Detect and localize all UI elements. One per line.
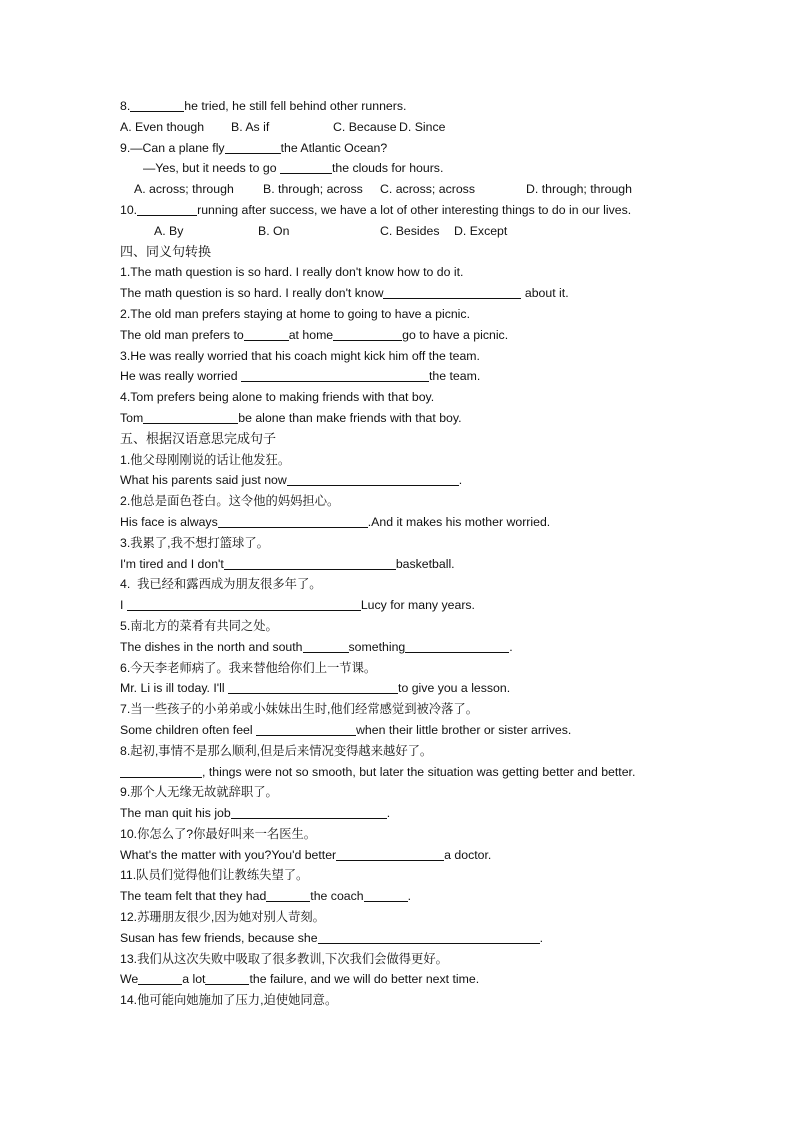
- answer-blank[interactable]: [266, 888, 310, 902]
- s5-item-6-chinese: 6.今天李老师病了。我来替他给你们上一节课。: [120, 660, 377, 675]
- s5-item-2-english: [120, 512, 760, 533]
- s4-item-1-rewrite: [120, 283, 760, 304]
- sentence-text: His face is always: [120, 514, 218, 529]
- question-text: he tried, he still fell behind other runners.: [184, 99, 407, 113]
- s5-item-4-english: [120, 595, 760, 616]
- s4-item-2-rewrite: [120, 325, 760, 346]
- answer-blank[interactable]: [130, 98, 184, 112]
- answer-blank[interactable]: [280, 160, 332, 174]
- worksheet-page: [120, 96, 760, 1011]
- question-9-options: [120, 179, 760, 200]
- question-10: [120, 200, 760, 221]
- s4-item-4-rewrite: [120, 408, 760, 429]
- sentence-text: The dishes in the north and south: [120, 639, 303, 654]
- s4-item-1-original: 1.The math question is so hard. I really don't know how to do it.: [120, 265, 464, 280]
- option-c[interactable]: C. Because: [333, 119, 397, 134]
- s5-item-5-english: [120, 637, 760, 658]
- sentence-text: to give you a lesson.: [398, 681, 511, 696]
- sentence-text: something: [348, 639, 406, 654]
- question-8-options: [120, 117, 760, 138]
- sentence-text: What's the matter with you?You'd better: [120, 847, 337, 862]
- sentence-text: The old man prefers to: [120, 327, 244, 342]
- s5-item-8-english: [120, 762, 760, 783]
- option-a[interactable]: A. across; through: [134, 182, 234, 197]
- answer-blank[interactable]: [224, 556, 396, 570]
- question-text: 8.: [120, 99, 131, 113]
- question-9-line-2: [120, 158, 760, 179]
- sentence-text: We: [120, 972, 139, 987]
- answer-blank[interactable]: [143, 410, 238, 424]
- option-d[interactable]: D. Except: [454, 223, 508, 238]
- sentence-text: The math question is so hard. I really don't know: [120, 286, 384, 301]
- sentence-text: basketball.: [395, 556, 455, 571]
- s5-item-1-english: [120, 470, 760, 491]
- answer-blank[interactable]: [383, 285, 521, 299]
- s5-item-7-english: [120, 720, 760, 741]
- s5-item-6-english: [120, 678, 760, 699]
- question-text: 9.—Can a plane fly: [120, 140, 225, 155]
- s5-item-11-english: [120, 886, 760, 907]
- sentence-text: I: [120, 598, 127, 613]
- s5-item-3-chinese: 3.我累了,我不想打篮球了。: [120, 535, 269, 550]
- s5-item-10-chinese: 10.你怎么了?你最好叫来一名医生。: [120, 826, 317, 841]
- sentence-text: the failure, and we will do better next time.: [249, 972, 480, 987]
- answer-blank[interactable]: [287, 472, 459, 486]
- answer-blank[interactable]: [205, 971, 249, 985]
- sentence-text: a doctor.: [444, 847, 492, 862]
- answer-blank[interactable]: [127, 597, 361, 611]
- answer-blank[interactable]: [225, 140, 281, 154]
- s5-item-9-english: [120, 803, 760, 824]
- sentence-text: The team felt that they had: [120, 889, 267, 904]
- s5-item-7-chinese: 7.当一些孩子的小弟弟或小妹妹出生时,他们经常感觉到被冷落了。: [120, 702, 478, 717]
- sentence-text: .: [539, 930, 543, 945]
- s4-item-3-rewrite: [120, 366, 760, 387]
- sentence-text: Tom: [120, 410, 144, 425]
- question-10-options: [120, 221, 760, 242]
- sentence-text: What his parents said just now: [120, 473, 287, 488]
- s5-item-12-english: [120, 928, 760, 949]
- answer-blank[interactable]: [138, 971, 182, 985]
- sentence-text: Some children often feel: [120, 722, 257, 737]
- option-d[interactable]: D. through; through: [526, 182, 632, 197]
- s5-item-4-chinese: 4. 我已经和露西成为朋友很多年了。: [120, 577, 322, 592]
- answer-blank[interactable]: [405, 639, 509, 653]
- sentence-text: The man quit his job: [120, 806, 231, 821]
- answer-blank[interactable]: [333, 327, 402, 341]
- s5-item-8-chinese: 8.起初,事情不是那么顺利,但是后来情况变得越来越好了。: [120, 743, 433, 758]
- section-4-title: 四、同义句转换: [120, 243, 212, 259]
- option-b[interactable]: B. On: [258, 223, 290, 238]
- s5-item-11-chinese: 11.队员们觉得他们让教练失望了。: [120, 868, 309, 883]
- answer-blank[interactable]: [336, 847, 444, 861]
- section-5-title: 五、根据汉语意思完成句子: [120, 430, 277, 446]
- answer-blank[interactable]: [244, 327, 289, 341]
- sentence-text: the team.: [428, 369, 481, 384]
- answer-blank[interactable]: [256, 722, 356, 736]
- question-text: —Yes, but it needs to go: [143, 161, 280, 176]
- sentence-text: be alone than make friends with that boy.: [238, 410, 462, 425]
- sentence-text: at home: [288, 327, 334, 342]
- s5-item-13-english: [120, 969, 760, 990]
- sentence-text: .And it makes his mother worried.: [367, 514, 551, 529]
- sentence-text: Mr. Li is ill today. I'll: [120, 681, 229, 696]
- option-a[interactable]: A. By: [154, 223, 184, 238]
- sentence-text: He was really worried: [120, 369, 241, 384]
- sentence-text: .: [407, 889, 412, 904]
- sentence-text: , things were not so smooth, but later the situation was getting better and better.: [202, 764, 636, 779]
- sentence-text: Susan has few friends, because she: [120, 930, 318, 945]
- sentence-text: .: [509, 639, 513, 654]
- option-c[interactable]: C. across; across: [380, 182, 475, 197]
- s4-item-2-original: 2.The old man prefers staying at home to going to have a picnic.: [120, 306, 470, 321]
- s4-item-3-original: 3.He was really worried that his coach might kick him off the team.: [120, 348, 480, 363]
- question-text: the Atlantic Ocean?: [280, 140, 388, 155]
- answer-blank[interactable]: [228, 680, 398, 694]
- question-text: running after success, we have a lot of other interesting things to do in our lives.: [197, 202, 632, 217]
- sentence-text: the coach: [310, 889, 364, 904]
- s5-item-5-chinese: 5.南北方的菜肴有共同之处。: [120, 618, 278, 633]
- question-8: [120, 96, 760, 117]
- question-text: the clouds for hours.: [331, 161, 444, 176]
- s5-item-13-chinese: 13.我们从这次失败中吸取了很多教训,下次我们会做得更好。: [120, 951, 448, 966]
- sentence-text: about it.: [521, 286, 569, 301]
- option-d[interactable]: D. Since: [399, 119, 446, 134]
- option-c[interactable]: C. Besides: [380, 223, 440, 238]
- sentence-text: .: [458, 473, 463, 488]
- answer-blank[interactable]: [241, 368, 429, 382]
- s4-item-4-original: 4.Tom prefers being alone to making friends with that boy.: [120, 390, 435, 405]
- answer-blank[interactable]: [303, 639, 349, 653]
- sentence-text: when their little brother or sister arrives.: [356, 722, 572, 737]
- s5-item-12-chinese: 12.苏珊朋友很少,因为她对别人苛刻。: [120, 910, 325, 925]
- answer-blank[interactable]: [137, 202, 197, 216]
- sentence-text: go to have a picnic.: [402, 327, 509, 342]
- s5-item-3-english: [120, 554, 760, 575]
- option-b[interactable]: B. through; across: [263, 182, 363, 197]
- option-b[interactable]: B. As if: [231, 119, 270, 134]
- s5-item-9-chinese: 9.那个人无缘无故就辞职了。: [120, 785, 278, 800]
- answer-blank[interactable]: [231, 805, 387, 819]
- answer-blank[interactable]: [218, 514, 368, 528]
- answer-blank[interactable]: [364, 888, 408, 902]
- question-9: [120, 138, 760, 159]
- option-a[interactable]: A. Even though: [120, 119, 205, 134]
- sentence-text: I'm tired and I don't: [120, 556, 224, 571]
- answer-blank[interactable]: [120, 764, 202, 778]
- s5-item-1-chinese: 1.他父母刚刚说的话让他发狂。: [120, 452, 291, 467]
- answer-blank[interactable]: [318, 930, 540, 944]
- sentence-text: Lucy for many years.: [360, 598, 475, 613]
- s5-item-2-chinese: 2.他总是面色苍白。这令他的妈妈担心。: [120, 494, 340, 509]
- sentence-text: a lot: [182, 972, 206, 987]
- s5-item-10-english: [120, 845, 760, 866]
- question-text: 10.: [120, 202, 138, 217]
- s5-item-14-chinese: 14.他可能向她施加了压力,迫使她同意。: [120, 993, 338, 1008]
- sentence-text: .: [386, 806, 391, 821]
